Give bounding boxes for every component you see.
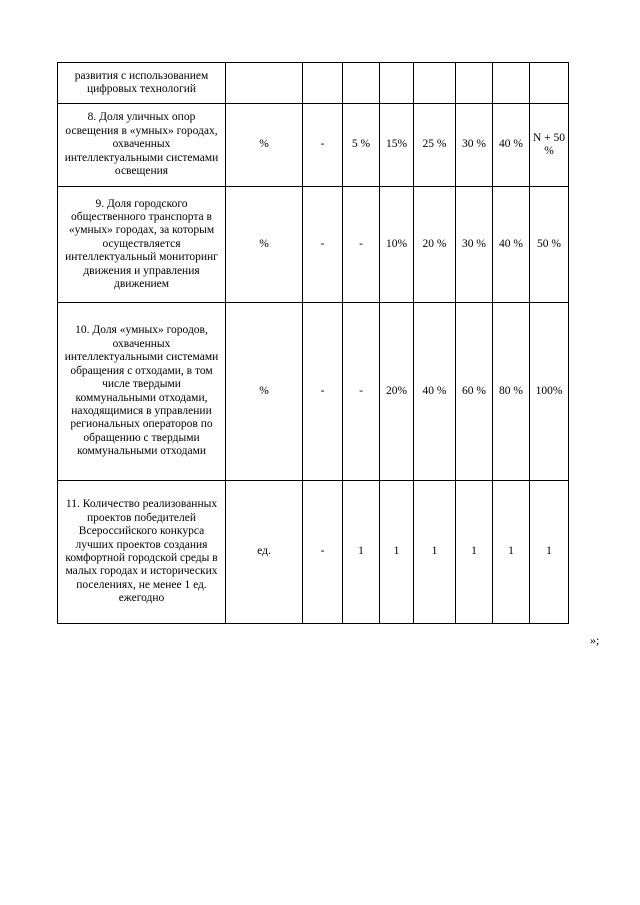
indicators-table: [57, 62, 569, 624]
unit-cell: %: [226, 187, 303, 303]
value-cell: 5 %: [343, 104, 380, 187]
table-row: [58, 63, 569, 104]
value-cell: 1: [414, 481, 456, 624]
value-cell: [530, 63, 569, 104]
value-cell: N + 50 %: [530, 104, 569, 187]
unit-cell: %: [226, 104, 303, 187]
value-cell: 1: [530, 481, 569, 624]
value-cell: -: [303, 187, 343, 303]
value-cell: [380, 63, 414, 104]
table-row: [58, 187, 569, 303]
indicator-name-cell: 11. Количество реализованных проектов победителей Всероссийского конкурса лучших проектов создания комфортной городской среды в малых городах и исторических поселениях, не менее 1 ед. ежегодно: [58, 481, 226, 624]
value-cell: 40 %: [493, 187, 530, 303]
value-cell: 1: [343, 481, 380, 624]
value-cell: -: [343, 303, 380, 481]
table-row: [58, 104, 569, 187]
value-cell: [343, 63, 380, 104]
value-cell: -: [303, 481, 343, 624]
value-cell: -: [343, 187, 380, 303]
value-cell: 1: [380, 481, 414, 624]
value-cell: 20 %: [414, 187, 456, 303]
value-cell: 80 %: [493, 303, 530, 481]
closing-quote-mark: »;: [590, 633, 600, 647]
unit-cell: [226, 63, 303, 104]
value-cell: 60 %: [456, 303, 493, 481]
value-cell: 25 %: [414, 104, 456, 187]
value-cell: 20%: [380, 303, 414, 481]
indicator-name-cell: 9. Доля городского общественного транспорта в «умных» городах, за которым осуществляется интеллектуальный мониторинг движения и управления движением: [58, 187, 226, 303]
unit-cell: ед.: [226, 481, 303, 624]
indicator-name-cell: развития с использованием цифровых технологий: [58, 63, 226, 104]
value-cell: [414, 63, 456, 104]
value-cell: 40 %: [493, 104, 530, 187]
value-cell: 1: [456, 481, 493, 624]
value-cell: 40 %: [414, 303, 456, 481]
value-cell: [493, 63, 530, 104]
indicator-name-cell: 8. Доля уличных опор освещения в «умных» городах, охваченных интеллектуальными системами освещения: [58, 104, 226, 187]
value-cell: 10%: [380, 187, 414, 303]
value-cell: -: [303, 303, 343, 481]
value-cell: [303, 63, 343, 104]
value-cell: 50 %: [530, 187, 569, 303]
value-cell: [456, 63, 493, 104]
value-cell: 15%: [380, 104, 414, 187]
indicator-name-cell: 10. Доля «умных» городов, охваченных интеллектуальными системами обращения с отходами, в том числе твердыми коммунальными отходами, находящимися в управлении региональных операторов по обращению с твердыми коммунальными отходами: [58, 303, 226, 481]
value-cell: 30 %: [456, 187, 493, 303]
value-cell: 100%: [530, 303, 569, 481]
table-row: [58, 481, 569, 624]
unit-cell: %: [226, 303, 303, 481]
value-cell: -: [303, 104, 343, 187]
value-cell: 30 %: [456, 104, 493, 187]
value-cell: 1: [493, 481, 530, 624]
table-row: [58, 303, 569, 481]
